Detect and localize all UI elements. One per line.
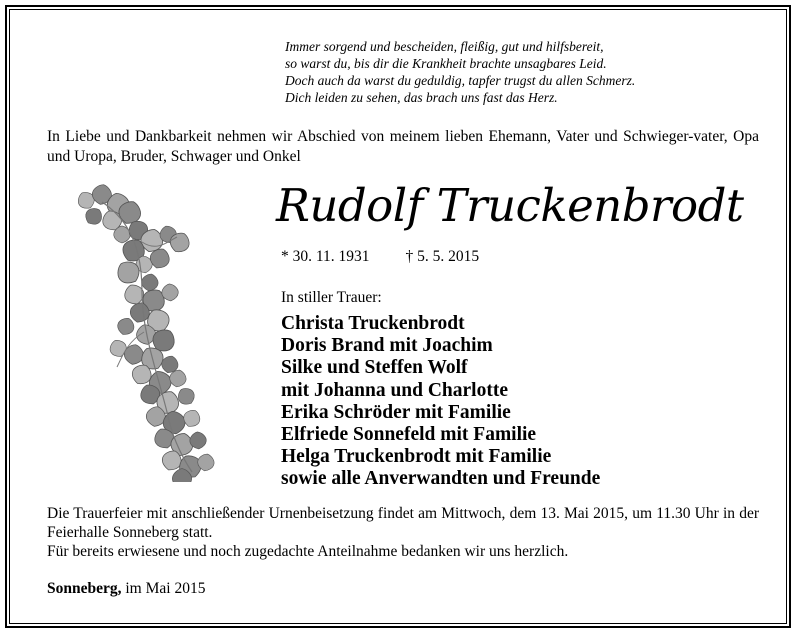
mourner-name: Helga Truckenbrodt mit Familie: [281, 446, 552, 468]
mourner-name: Silke und Steffen Wolf: [281, 357, 468, 379]
mourning-label: In stiller Trauer:: [281, 289, 382, 306]
death-date: † 5. 5. 2015: [405, 248, 480, 265]
mourner-name: Doris Brand mit Joachim: [281, 335, 493, 357]
mourner-name: Erika Schröder mit Familie: [281, 401, 511, 423]
mourner-name: sowie alle Anverwandten und Freunde: [281, 468, 601, 490]
birth-date: * 30. 11. 1931: [281, 248, 370, 265]
ivy-leaves-icon: [72, 182, 222, 482]
poem: [285, 38, 635, 106]
place-date: [47, 580, 205, 598]
mourner-name: Elfriede Sonnefeld mit Familie: [281, 424, 537, 446]
poem-line: Dich leiden zu sehen, das brach uns fast das Herz.: [285, 90, 558, 105]
intro-text: In Liebe und Dankbarkeit nehmen wir Abschied von meinem lieben Ehemann, Vater und Schwieger-vater, Opa und Uropa, Bruder, Schwager und Onkel: [47, 128, 759, 165]
mourner-name: mit Johanna und Charlotte: [281, 379, 508, 401]
ivy-leaf-icon: [140, 273, 159, 293]
thanks-text: Für bereits erwiesene und noch zugedachte Anteilnahme bedanken wir uns herzlich.: [47, 543, 569, 560]
deceased-name: Rudolf Truckenbrodt: [276, 179, 744, 232]
poem-line: Doch auch da warst du geduldig, tapfer trugst du allen Schmerz.: [285, 73, 636, 88]
place-city: Sonneberg,: [47, 580, 122, 597]
place-month: im Mai 2015: [125, 580, 206, 597]
service-info: Die Trauerfeier mit anschließender Urnenbeisetzung findet am Mittwoch, dem 13. Mai 2015, um 11.30 Uhr in der Feierhalle Sonneberg statt.: [47, 505, 759, 541]
mourner-name: Christa Truckenbrodt: [281, 313, 465, 334]
poem-line: Immer sorgend und bescheiden, fleißig, gut und hilfsbereit,: [285, 39, 604, 54]
mourners-list: [281, 313, 600, 491]
poem-line: so warst du, bis dir die Krankheit brachte unsagbares Leid.: [285, 56, 607, 71]
life-dates: [281, 248, 479, 266]
